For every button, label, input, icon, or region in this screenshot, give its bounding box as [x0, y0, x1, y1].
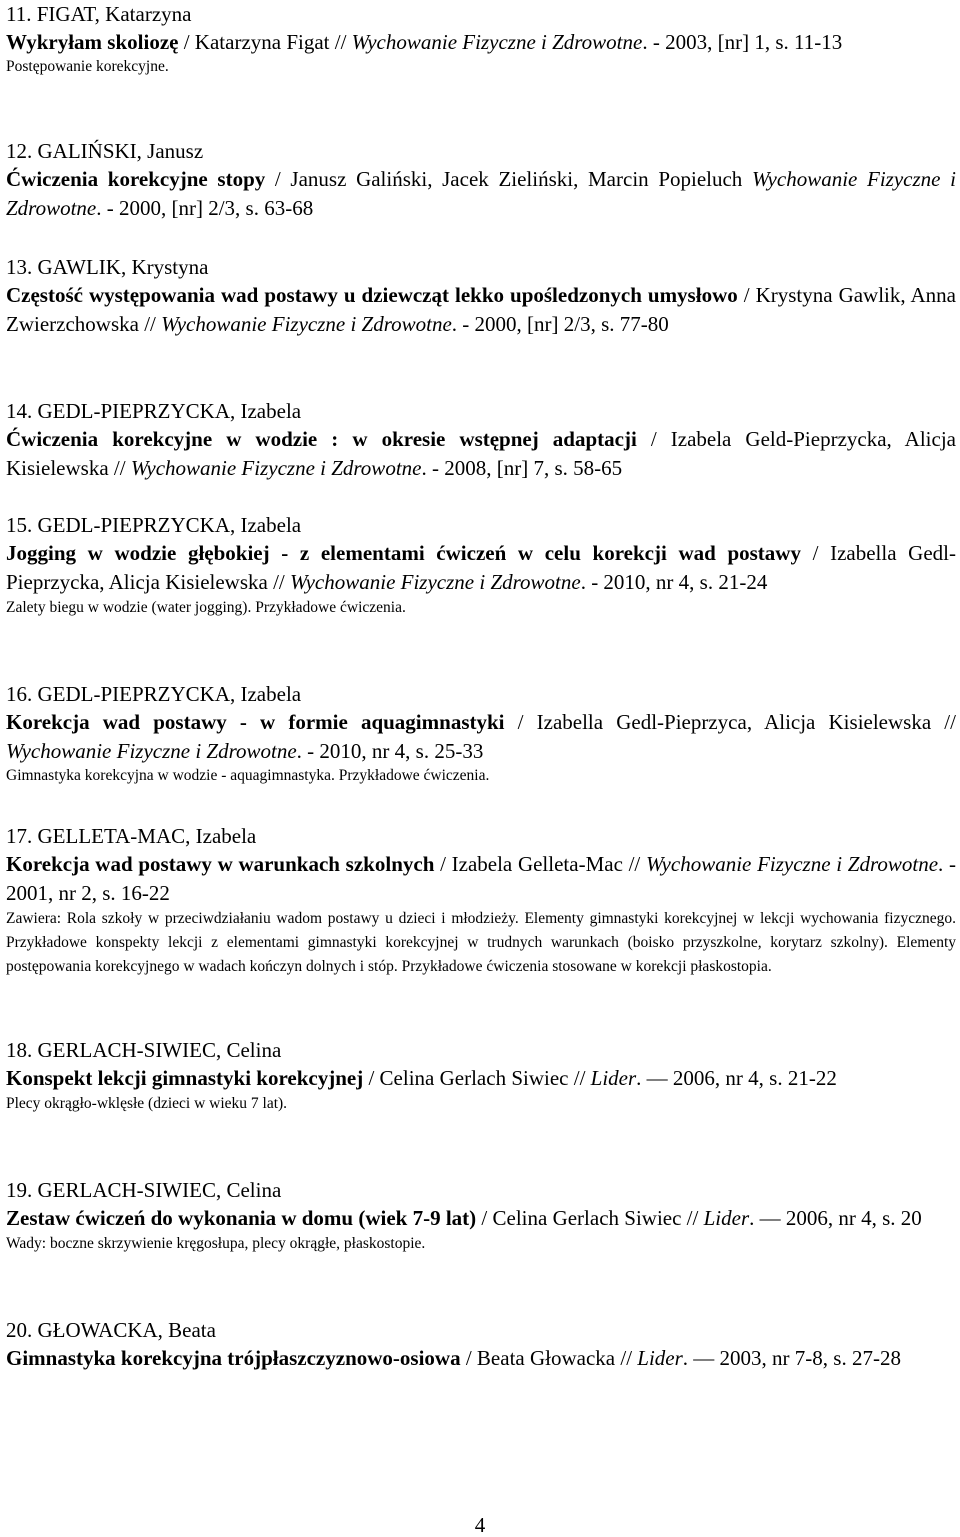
- entry-journal: Lider: [703, 1206, 750, 1230]
- entry-author: GŁOWACKA, Beata: [37, 1318, 216, 1342]
- entry-responsibility: / Beata Głowacka //: [460, 1346, 638, 1370]
- entry-author: GAWLIK, Krystyna: [37, 255, 209, 279]
- entry-number: 16.: [6, 682, 33, 706]
- entry-number: 11.: [6, 2, 32, 26]
- entry-journal: Lider: [637, 1346, 683, 1370]
- bibliography-entry-13: [6, 253, 956, 339]
- entry-details: . — 2003, nr 7-8, s. 27-28: [682, 1346, 901, 1370]
- entry-number: 20.: [6, 1318, 33, 1342]
- entry-journal: Wychowanie Fizyczne i Zdrowotne: [290, 570, 581, 594]
- entry-number: 13.: [6, 255, 33, 279]
- entry-details: . - 2003, [nr] 1, s. 11-13: [642, 30, 843, 54]
- entry-journal: Wychowanie Fizyczne i Zdrowotne: [645, 852, 939, 876]
- entry-number: 17.: [6, 824, 33, 848]
- entry-responsibility: / Celina Gerlach Siwiec //: [476, 1206, 704, 1230]
- entry-citation: [6, 708, 956, 766]
- entry-citation: [6, 1344, 956, 1373]
- entry-number: 12.: [6, 139, 33, 163]
- entry-details: . - 2000, [nr] 2/3, s. 77-80: [451, 312, 669, 336]
- entry-responsibility: / Krystyna Gawlik, Anna Zwierzchowska //: [6, 283, 956, 336]
- bibliography-entry-19: [6, 1176, 956, 1256]
- entry-heading: [6, 397, 956, 425]
- entry-note: Plecy okrągło-wklęsłe (dzieci w wieku 7 lat).: [6, 1095, 288, 1112]
- entry-heading: [6, 137, 956, 165]
- entry-citation: [6, 1064, 956, 1093]
- entry-number: 18.: [6, 1038, 33, 1062]
- entry-details: . — 2006, nr 4, s. 21-22: [636, 1066, 837, 1090]
- bibliography-entry-11: [6, 0, 956, 79]
- bibliography-entry-20: [6, 1316, 956, 1373]
- entry-heading: [6, 822, 956, 850]
- entry-title: Wykryłam skoliozę: [6, 30, 179, 54]
- entry-note: Zawiera: Rola szkoły w przeciwdziałaniu wadom postawy u dzieci i młodzieży. Elementy gimnastyki korekcyjnej w lekcji wychowania fizycznego. Przykładowe konspekty lekcji z elementami gimnastyki korekcyjnej w trudnych warunkach (boisko przyszkolne, korytarz szkolny). Elementy postępowania korekcyjnego w wadach kończyn dolnych i stóp. Przykładowe ćwiczenia stosowane w korekcji płaskostopia.: [6, 910, 956, 975]
- entry-responsibility: / Izabela Gelleta-Mac //: [434, 852, 646, 876]
- entry-citation: [6, 28, 956, 57]
- entry-details: . - 2008, [nr] 7, s. 58-65: [421, 456, 623, 480]
- entry-citation: [6, 850, 956, 908]
- entry-details: . - 2000, [nr] 2/3, s. 63-68: [96, 196, 314, 220]
- page-number: 4: [474, 1513, 486, 1537]
- entry-title: Gimnastyka korekcyjna trójpłaszczyznowo-osiowa: [6, 1346, 461, 1370]
- entry-journal: Wychowanie Fizyczne i Zdrowotne: [161, 312, 452, 336]
- entry-citation: [6, 165, 956, 223]
- entry-title: Jogging w wodzie głębokiej - z elementami ćwiczeń w celu korekcji wad postawy: [6, 541, 801, 565]
- entry-title: Konspekt lekcji gimnastyki korekcyjnej: [6, 1066, 364, 1090]
- bibliography-entry-14: [6, 397, 956, 483]
- bibliography-entry-17: [6, 822, 956, 979]
- entry-title: Ćwiczenia korekcyjne w wodzie : w okresie wstępnej adaptacji: [6, 427, 637, 451]
- entry-note: Wady: boczne skrzywienie kręgosłupa, plecy okrągłe, płaskostopie.: [6, 1235, 426, 1252]
- entry-heading: [6, 0, 956, 28]
- entry-journal: Lider: [590, 1066, 637, 1090]
- entry-title: Korekcja wad postawy w warunkach szkolnych: [6, 852, 435, 876]
- entry-journal: Wychowanie Fizyczne i Zdrowotne: [6, 167, 956, 220]
- entry-title: Zestaw ćwiczeń do wykonania w domu (wiek 7-9 lat): [6, 1206, 477, 1230]
- entry-heading: [6, 253, 956, 281]
- entry-heading: [6, 1316, 956, 1344]
- entry-author: FIGAT, Katarzyna: [36, 2, 192, 26]
- entry-responsibility: / Celina Gerlach Siwiec //: [363, 1066, 591, 1090]
- entry-responsibility: / Izabella Gedl-Pieprzyca, Alicja Kisielewska //: [504, 710, 956, 734]
- entry-number: 19.: [6, 1178, 33, 1202]
- entry-author: GEDL-PIEPRZYCKA, Izabela: [37, 513, 302, 537]
- entry-note: Zalety biegu w wodzie (water jogging). Przykładowe ćwiczenia.: [6, 599, 406, 616]
- entry-responsibility: / Katarzyna Figat //: [178, 30, 352, 54]
- entry-note: Postępowanie korekcyjne.: [6, 58, 169, 75]
- entry-citation: [6, 281, 956, 339]
- entry-citation: [6, 539, 956, 597]
- entry-title: Ćwiczenia korekcyjne stopy: [6, 167, 266, 191]
- entry-journal: Wychowanie Fizyczne i Zdrowotne: [6, 739, 297, 763]
- entry-details: . - 2010, nr 4, s. 21-24: [580, 570, 768, 594]
- bibliography-entry-16: [6, 680, 956, 788]
- entry-heading: [6, 1176, 956, 1204]
- entry-author: GALIŃSKI, Janusz: [37, 139, 204, 163]
- entry-details: . — 2006, nr 4, s. 20: [749, 1206, 922, 1230]
- entry-author: GEDL-PIEPRZYCKA, Izabela: [37, 682, 302, 706]
- bibliography-entry-12: [6, 137, 956, 223]
- entry-author: GELLETA-MAC, Izabela: [37, 824, 257, 848]
- entry-citation: [6, 1204, 956, 1233]
- entry-number: 15.: [6, 513, 33, 537]
- entry-heading: [6, 1036, 956, 1064]
- entry-citation: [6, 425, 956, 483]
- entry-journal: Wychowanie Fizyczne i Zdrowotne: [130, 456, 422, 480]
- entry-journal: Wychowanie Fizyczne i Zdrowotne: [351, 30, 643, 54]
- entry-heading: [6, 680, 956, 708]
- entry-title: Częstość występowania wad postawy u dziewcząt lekko upośledzonych umysłowo: [6, 283, 738, 307]
- entry-responsibility: / Izabela Geld-Pieprzycka, Alicja Kisielewska //: [6, 427, 956, 480]
- entry-responsibility: / Janusz Galiński, Jacek Zieliński, Marcin Popieluch: [265, 167, 752, 191]
- entry-note: Gimnastyka korekcyjna w wodzie - aquagimnastyka. Przykładowe ćwiczenia.: [6, 767, 490, 784]
- entry-author: GEDL-PIEPRZYCKA, Izabela: [37, 399, 302, 423]
- entry-author: GERLACH-SIWIEC, Celina: [37, 1038, 282, 1062]
- entry-heading: [6, 511, 956, 539]
- bibliography-entry-15: [6, 511, 956, 620]
- bibliography-entry-18: [6, 1036, 956, 1116]
- entry-author: GERLACH-SIWIEC, Celina: [37, 1178, 282, 1202]
- entry-title: Korekcja wad postawy - w formie aquagimnastyki: [6, 710, 505, 734]
- entry-number: 14.: [6, 399, 33, 423]
- entry-details: . - 2010, nr 4, s. 25-33: [296, 739, 484, 763]
- entry-responsibility: / Izabella Gedl-Pieprzycka, Alicja Kisielewska //: [6, 541, 956, 594]
- entry-details: . - 2001, nr 2, s. 16-22: [6, 852, 956, 905]
